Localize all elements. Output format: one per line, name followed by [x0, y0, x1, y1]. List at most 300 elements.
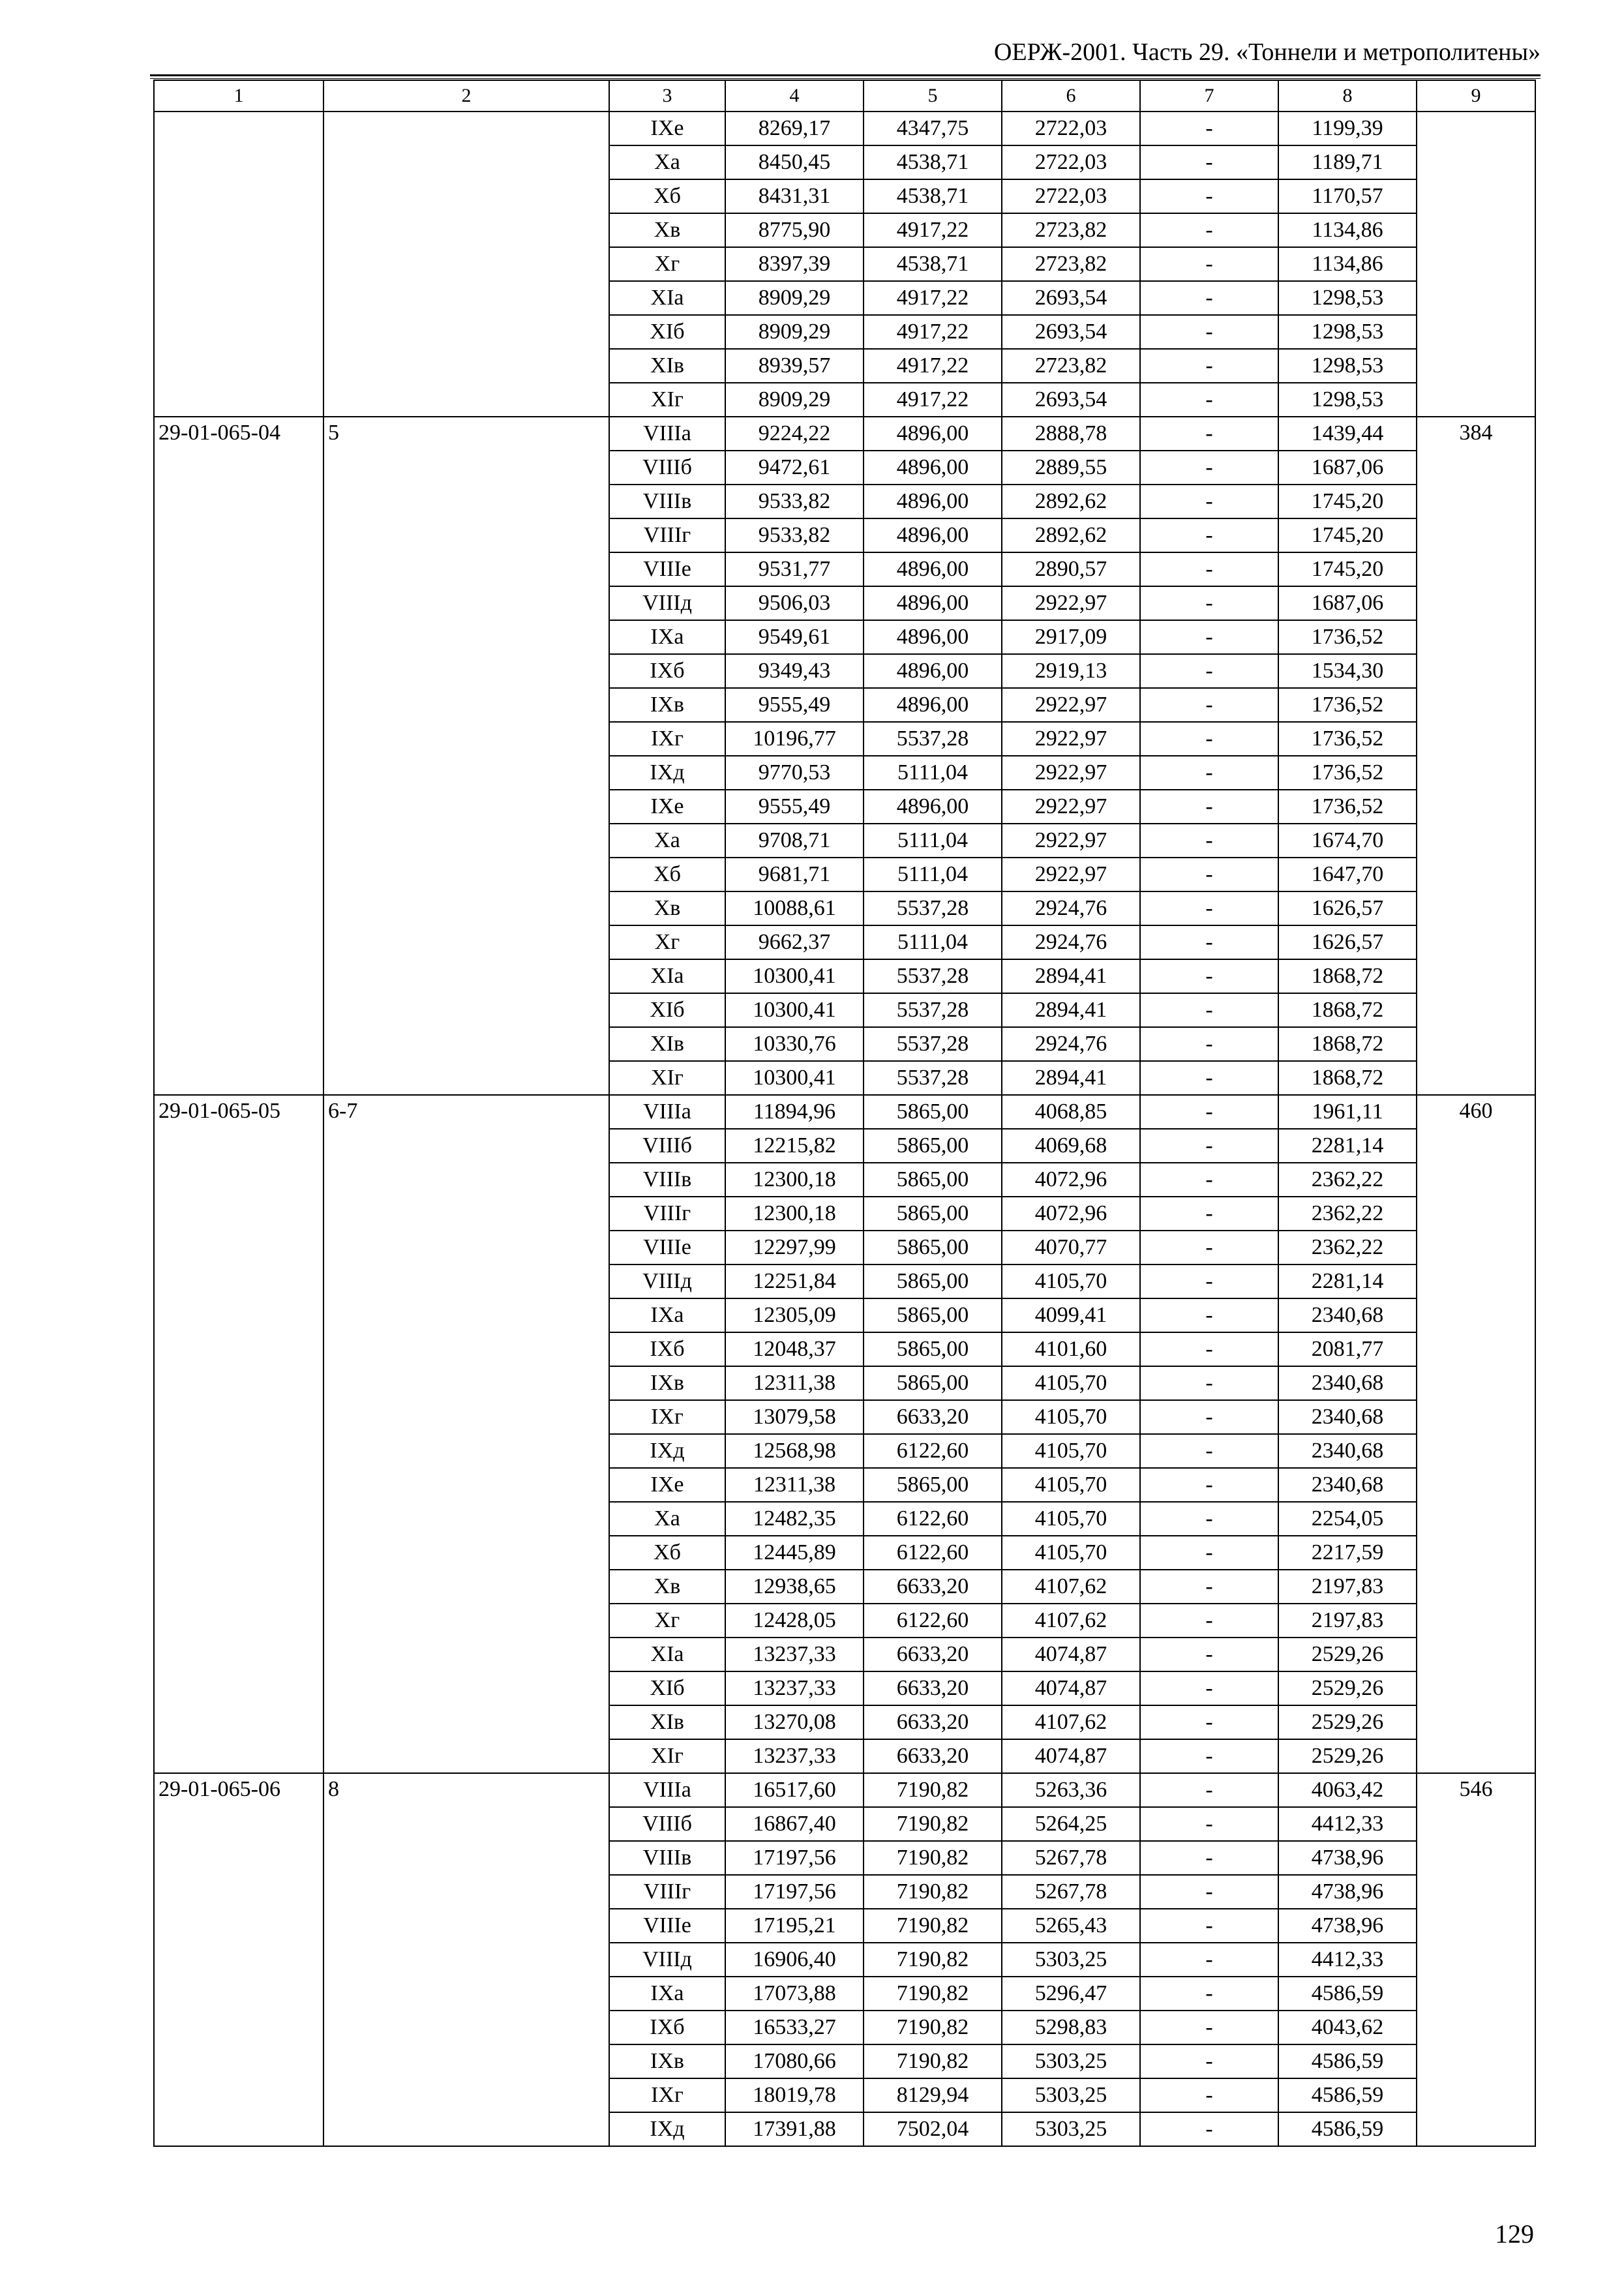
- row-class-cell: VIIIд: [609, 1264, 725, 1298]
- labor-cost-cell: 4347,75: [864, 112, 1002, 145]
- labor-cost-cell: 5865,00: [864, 1095, 1002, 1129]
- material-cost-cell: 1298,53: [1278, 315, 1417, 349]
- total-cost-cell: 8269,17: [725, 112, 864, 145]
- driver-wage-cell: -: [1140, 1841, 1278, 1875]
- labor-cost-cell: 4538,71: [864, 145, 1002, 179]
- machine-cost-cell: 5265,43: [1002, 1909, 1140, 1943]
- driver-wage-cell: -: [1140, 518, 1278, 552]
- row-class-cell: VIIIд: [609, 1943, 725, 1977]
- driver-wage-cell: -: [1140, 654, 1278, 688]
- material-cost-cell: 2217,59: [1278, 1536, 1417, 1570]
- labor-cost-cell: 4896,00: [864, 518, 1002, 552]
- total-cost-cell: 9533,82: [725, 485, 864, 518]
- machine-cost-cell: 4105,70: [1002, 1536, 1140, 1570]
- column-9-cell: 460: [1417, 1095, 1535, 1773]
- labor-cost-cell: 7190,82: [864, 2011, 1002, 2044]
- total-cost-cell: 10300,41: [725, 993, 864, 1027]
- column-number: 6: [1002, 80, 1140, 112]
- machine-cost-cell: 4101,60: [1002, 1332, 1140, 1366]
- row-class-cell: IXд: [609, 2112, 725, 2146]
- material-cost-cell: 2340,68: [1278, 1298, 1417, 1332]
- labor-cost-cell: 7190,82: [864, 2044, 1002, 2078]
- total-cost-cell: 17073,88: [725, 1977, 864, 2011]
- row-class-cell: Xб: [609, 179, 725, 213]
- row-class-cell: IXг: [609, 1400, 725, 1434]
- row-class-cell: XIв: [609, 349, 725, 383]
- driver-wage-cell: -: [1140, 1773, 1278, 1807]
- driver-wage-cell: -: [1140, 1366, 1278, 1400]
- total-cost-cell: 9555,49: [725, 790, 864, 824]
- row-class-cell: IXе: [609, 112, 725, 145]
- material-cost-cell: 1745,20: [1278, 552, 1417, 586]
- machine-cost-cell: 2693,54: [1002, 383, 1140, 417]
- material-cost-cell: 1170,57: [1278, 179, 1417, 213]
- machine-cost-cell: 5298,83: [1002, 2011, 1140, 2044]
- driver-wage-cell: -: [1140, 383, 1278, 417]
- driver-wage-cell: -: [1140, 1298, 1278, 1332]
- total-cost-cell: 9533,82: [725, 518, 864, 552]
- row-class-cell: XIг: [609, 383, 725, 417]
- row-class-cell: Xв: [609, 1570, 725, 1604]
- machine-cost-cell: 2693,54: [1002, 315, 1140, 349]
- driver-wage-cell: -: [1140, 959, 1278, 993]
- material-cost-cell: 1626,57: [1278, 925, 1417, 959]
- labor-cost-cell: 4917,22: [864, 213, 1002, 247]
- labor-cost-cell: 6633,20: [864, 1705, 1002, 1739]
- machine-cost-cell: 2894,41: [1002, 959, 1140, 993]
- driver-wage-cell: -: [1140, 281, 1278, 315]
- driver-wage-cell: -: [1140, 1570, 1278, 1604]
- driver-wage-cell: -: [1140, 993, 1278, 1027]
- machine-cost-cell: 4105,70: [1002, 1468, 1140, 1502]
- column-number: 8: [1278, 80, 1417, 112]
- labor-cost-cell: 5537,28: [864, 993, 1002, 1027]
- labor-cost-cell: 6633,20: [864, 1638, 1002, 1671]
- row-class-cell: VIIIв: [609, 485, 725, 518]
- machine-cost-cell: 4072,96: [1002, 1197, 1140, 1231]
- column-number: 9: [1417, 80, 1535, 112]
- driver-wage-cell: -: [1140, 1197, 1278, 1231]
- driver-wage-cell: -: [1140, 1332, 1278, 1366]
- material-cost-cell: 1745,20: [1278, 485, 1417, 518]
- material-cost-cell: 1134,86: [1278, 247, 1417, 281]
- material-cost-cell: 2340,68: [1278, 1400, 1417, 1434]
- driver-wage-cell: -: [1140, 1671, 1278, 1705]
- material-cost-cell: 1736,52: [1278, 790, 1417, 824]
- driver-wage-cell: -: [1140, 552, 1278, 586]
- column-number: 3: [609, 80, 725, 112]
- row-class-cell: VIIIе: [609, 1231, 725, 1264]
- driver-wage-cell: -: [1140, 179, 1278, 213]
- total-cost-cell: 9770,53: [725, 756, 864, 790]
- total-cost-cell: 9681,71: [725, 858, 864, 891]
- row-class-cell: IXе: [609, 790, 725, 824]
- driver-wage-cell: -: [1140, 1502, 1278, 1536]
- driver-wage-cell: -: [1140, 145, 1278, 179]
- total-cost-cell: 11894,96: [725, 1095, 864, 1129]
- driver-wage-cell: -: [1140, 451, 1278, 485]
- labor-cost-cell: 5865,00: [864, 1298, 1002, 1332]
- driver-wage-cell: -: [1140, 1536, 1278, 1570]
- driver-wage-cell: -: [1140, 2044, 1278, 2078]
- labor-cost-cell: 5865,00: [864, 1332, 1002, 1366]
- labor-cost-cell: 8129,94: [864, 2078, 1002, 2112]
- machine-cost-cell: 2922,97: [1002, 756, 1140, 790]
- labor-cost-cell: 7190,82: [864, 1875, 1002, 1909]
- labor-cost-cell: 5537,28: [864, 722, 1002, 756]
- machine-cost-cell: 4105,70: [1002, 1400, 1140, 1434]
- running-header: ОЕРЖ-2001. Часть 29. «Тоннели и метрополитены»: [993, 38, 1541, 66]
- machine-cost-cell: 2917,09: [1002, 620, 1140, 654]
- row-class-cell: VIIIа: [609, 417, 725, 451]
- labor-cost-cell: 7190,82: [864, 1807, 1002, 1841]
- row-class-cell: IXа: [609, 620, 725, 654]
- row-class-cell: IXб: [609, 1332, 725, 1366]
- labor-cost-cell: 6122,60: [864, 1604, 1002, 1638]
- material-cost-cell: 2529,26: [1278, 1739, 1417, 1773]
- driver-wage-cell: -: [1140, 1095, 1278, 1129]
- machine-cost-cell: 5296,47: [1002, 1977, 1140, 2011]
- driver-wage-cell: -: [1140, 925, 1278, 959]
- total-cost-cell: 13270,08: [725, 1705, 864, 1739]
- labor-cost-cell: 4896,00: [864, 485, 1002, 518]
- driver-wage-cell: -: [1140, 1875, 1278, 1909]
- driver-wage-cell: -: [1140, 1231, 1278, 1264]
- total-cost-cell: 16533,27: [725, 2011, 864, 2044]
- material-cost-cell: 1674,70: [1278, 824, 1417, 858]
- driver-wage-cell: -: [1140, 485, 1278, 518]
- total-cost-cell: 9549,61: [725, 620, 864, 654]
- total-cost-cell: 17391,88: [725, 2112, 864, 2146]
- labor-cost-cell: 5865,00: [864, 1231, 1002, 1264]
- machine-cost-cell: 2924,76: [1002, 891, 1140, 925]
- machine-cost-cell: 2888,78: [1002, 417, 1140, 451]
- total-cost-cell: 17080,66: [725, 2044, 864, 2078]
- total-cost-cell: 12297,99: [725, 1231, 864, 1264]
- machine-cost-cell: 2922,97: [1002, 824, 1140, 858]
- row-class-cell: Xг: [609, 247, 725, 281]
- row-class-cell: Xб: [609, 858, 725, 891]
- row-class-cell: IXд: [609, 1434, 725, 1468]
- material-cost-cell: 1868,72: [1278, 1061, 1417, 1095]
- total-cost-cell: 9349,43: [725, 654, 864, 688]
- driver-wage-cell: -: [1140, 1739, 1278, 1773]
- total-cost-cell: 12048,37: [725, 1332, 864, 1366]
- row-class-cell: VIIIд: [609, 586, 725, 620]
- total-cost-cell: 8909,29: [725, 315, 864, 349]
- total-cost-cell: 10196,77: [725, 722, 864, 756]
- machine-cost-cell: 5303,25: [1002, 2078, 1140, 2112]
- machine-cost-cell: 4105,70: [1002, 1434, 1140, 1468]
- material-cost-cell: 1736,52: [1278, 620, 1417, 654]
- total-cost-cell: 8450,45: [725, 145, 864, 179]
- material-cost-cell: 2281,14: [1278, 1264, 1417, 1298]
- total-cost-cell: 8431,31: [725, 179, 864, 213]
- driver-wage-cell: -: [1140, 1943, 1278, 1977]
- total-cost-cell: 9531,77: [725, 552, 864, 586]
- driver-wage-cell: -: [1140, 1264, 1278, 1298]
- total-cost-cell: 9472,61: [725, 451, 864, 485]
- column-number: 5: [864, 80, 1002, 112]
- rate-code-cell: [154, 112, 323, 417]
- row-class-cell: Xг: [609, 925, 725, 959]
- total-cost-cell: 8909,29: [725, 281, 864, 315]
- row-class-cell: XIа: [609, 959, 725, 993]
- row-class-cell: IXв: [609, 688, 725, 722]
- labor-cost-cell: 5865,00: [864, 1264, 1002, 1298]
- labor-cost-cell: 5111,04: [864, 824, 1002, 858]
- machine-cost-cell: 4107,62: [1002, 1705, 1140, 1739]
- row-class-cell: IXа: [609, 1977, 725, 2011]
- machine-cost-cell: 2892,62: [1002, 518, 1140, 552]
- total-cost-cell: 12305,09: [725, 1298, 864, 1332]
- driver-wage-cell: -: [1140, 1977, 1278, 2011]
- machine-cost-cell: 2922,97: [1002, 688, 1140, 722]
- labor-cost-cell: 7190,82: [864, 1909, 1002, 1943]
- labor-cost-cell: 4917,22: [864, 349, 1002, 383]
- labor-cost-cell: 5865,00: [864, 1366, 1002, 1400]
- total-cost-cell: 8939,57: [725, 349, 864, 383]
- column-number: 1: [154, 80, 323, 112]
- machine-cost-cell: 2894,41: [1002, 993, 1140, 1027]
- total-cost-cell: 13237,33: [725, 1638, 864, 1671]
- machine-cost-cell: 2892,62: [1002, 485, 1140, 518]
- material-cost-cell: 2281,14: [1278, 1129, 1417, 1163]
- labor-cost-cell: 4896,00: [864, 790, 1002, 824]
- labor-cost-cell: 7190,82: [864, 1977, 1002, 2011]
- row-class-cell: XIа: [609, 281, 725, 315]
- material-cost-cell: 2340,68: [1278, 1434, 1417, 1468]
- header-rule-thin: [150, 78, 1541, 79]
- machine-cost-cell: 4099,41: [1002, 1298, 1140, 1332]
- material-cost-cell: 1961,11: [1278, 1095, 1417, 1129]
- row-class-cell: IXд: [609, 756, 725, 790]
- row-class-cell: VIIIг: [609, 518, 725, 552]
- machine-cost-cell: 2924,76: [1002, 925, 1140, 959]
- row-class-cell: IXв: [609, 1366, 725, 1400]
- labor-cost-cell: 5537,28: [864, 891, 1002, 925]
- labor-cost-cell: 4896,00: [864, 620, 1002, 654]
- row-class-cell: XIв: [609, 1705, 725, 1739]
- machine-cost-cell: 4069,68: [1002, 1129, 1140, 1163]
- total-cost-cell: 9555,49: [725, 688, 864, 722]
- material-cost-cell: 2340,68: [1278, 1468, 1417, 1502]
- total-cost-cell: 12938,65: [725, 1570, 864, 1604]
- row-class-cell: XIв: [609, 1027, 725, 1061]
- total-cost-cell: 17197,56: [725, 1875, 864, 1909]
- total-cost-cell: 9662,37: [725, 925, 864, 959]
- labor-cost-cell: 5111,04: [864, 925, 1002, 959]
- labor-cost-cell: 7190,82: [864, 1943, 1002, 1977]
- total-cost-cell: 10088,61: [725, 891, 864, 925]
- row-class-cell: XIг: [609, 1061, 725, 1095]
- total-cost-cell: 9506,03: [725, 586, 864, 620]
- labor-cost-cell: 6122,60: [864, 1536, 1002, 1570]
- rate-code-cell: 29-01-065-06: [154, 1773, 323, 2146]
- material-cost-cell: 4586,59: [1278, 1977, 1417, 2011]
- driver-wage-cell: -: [1140, 586, 1278, 620]
- material-cost-cell: 2529,26: [1278, 1638, 1417, 1671]
- row-class-cell: Xа: [609, 1502, 725, 1536]
- row-class-cell: Xб: [609, 1536, 725, 1570]
- machine-cost-cell: 4107,62: [1002, 1604, 1140, 1638]
- machine-cost-cell: 4107,62: [1002, 1570, 1140, 1604]
- labor-cost-cell: 4917,22: [864, 315, 1002, 349]
- machine-cost-cell: 5303,25: [1002, 1943, 1140, 1977]
- labor-cost-cell: 6633,20: [864, 1400, 1002, 1434]
- material-cost-cell: 2362,22: [1278, 1231, 1417, 1264]
- labor-cost-cell: 6633,20: [864, 1671, 1002, 1705]
- header-rule-thick: [150, 74, 1541, 76]
- total-cost-cell: 13237,33: [725, 1739, 864, 1773]
- machine-cost-cell: 4074,87: [1002, 1739, 1140, 1773]
- page-number: 129: [1495, 2219, 1534, 2249]
- rate-note-cell: [323, 112, 609, 417]
- machine-cost-cell: 4068,85: [1002, 1095, 1140, 1129]
- table-row: [154, 112, 1535, 145]
- column-9-cell: 384: [1417, 417, 1535, 1095]
- labor-cost-cell: 6633,20: [864, 1570, 1002, 1604]
- driver-wage-cell: -: [1140, 1909, 1278, 1943]
- labor-cost-cell: 5865,00: [864, 1468, 1002, 1502]
- machine-cost-cell: 2722,03: [1002, 145, 1140, 179]
- material-cost-cell: 4586,59: [1278, 2078, 1417, 2112]
- table-row: [154, 417, 1535, 451]
- row-class-cell: VIIIб: [609, 451, 725, 485]
- driver-wage-cell: -: [1140, 688, 1278, 722]
- row-class-cell: XIб: [609, 993, 725, 1027]
- row-class-cell: VIIIв: [609, 1841, 725, 1875]
- column-number: 7: [1140, 80, 1278, 112]
- driver-wage-cell: -: [1140, 1638, 1278, 1671]
- total-cost-cell: 16867,40: [725, 1807, 864, 1841]
- total-cost-cell: 13237,33: [725, 1671, 864, 1705]
- machine-cost-cell: 2922,97: [1002, 722, 1140, 756]
- total-cost-cell: 8397,39: [725, 247, 864, 281]
- driver-wage-cell: -: [1140, 1061, 1278, 1095]
- row-class-cell: VIIIб: [609, 1807, 725, 1841]
- labor-cost-cell: 4896,00: [864, 654, 1002, 688]
- machine-cost-cell: 2894,41: [1002, 1061, 1140, 1095]
- total-cost-cell: 12215,82: [725, 1129, 864, 1163]
- material-cost-cell: 2362,22: [1278, 1197, 1417, 1231]
- material-cost-cell: 1189,71: [1278, 145, 1417, 179]
- total-cost-cell: 12482,35: [725, 1502, 864, 1536]
- row-class-cell: XIб: [609, 315, 725, 349]
- machine-cost-cell: 2922,97: [1002, 586, 1140, 620]
- material-cost-cell: 1736,52: [1278, 722, 1417, 756]
- column-9-cell: 546: [1417, 1773, 1535, 2146]
- driver-wage-cell: -: [1140, 722, 1278, 756]
- labor-cost-cell: 4538,71: [864, 179, 1002, 213]
- column-9-cell: [1417, 112, 1535, 417]
- machine-cost-cell: 4105,70: [1002, 1502, 1140, 1536]
- labor-cost-cell: 7502,04: [864, 2112, 1002, 2146]
- material-cost-cell: 2197,83: [1278, 1570, 1417, 1604]
- machine-cost-cell: 5264,25: [1002, 1807, 1140, 1841]
- machine-cost-cell: 2723,82: [1002, 349, 1140, 383]
- material-cost-cell: 1439,44: [1278, 417, 1417, 451]
- row-class-cell: XIб: [609, 1671, 725, 1705]
- column-number: 4: [725, 80, 864, 112]
- total-cost-cell: 10300,41: [725, 959, 864, 993]
- rate-code-cell: 29-01-065-05: [154, 1095, 323, 1773]
- total-cost-cell: 9224,22: [725, 417, 864, 451]
- material-cost-cell: 2362,22: [1278, 1163, 1417, 1197]
- labor-cost-cell: 6122,60: [864, 1502, 1002, 1536]
- driver-wage-cell: -: [1140, 1468, 1278, 1502]
- material-cost-cell: 1687,06: [1278, 451, 1417, 485]
- driver-wage-cell: -: [1140, 349, 1278, 383]
- driver-wage-cell: -: [1140, 858, 1278, 891]
- material-cost-cell: 2340,68: [1278, 1366, 1417, 1400]
- driver-wage-cell: -: [1140, 1163, 1278, 1197]
- row-class-cell: IXа: [609, 1298, 725, 1332]
- labor-cost-cell: 5537,28: [864, 959, 1002, 993]
- row-class-cell: Xа: [609, 824, 725, 858]
- driver-wage-cell: -: [1140, 315, 1278, 349]
- total-cost-cell: 8909,29: [725, 383, 864, 417]
- labor-cost-cell: 5865,00: [864, 1197, 1002, 1231]
- labor-cost-cell: 4896,00: [864, 417, 1002, 451]
- driver-wage-cell: -: [1140, 756, 1278, 790]
- machine-cost-cell: 4072,96: [1002, 1163, 1140, 1197]
- driver-wage-cell: -: [1140, 417, 1278, 451]
- material-cost-cell: 1199,39: [1278, 112, 1417, 145]
- material-cost-cell: 2081,77: [1278, 1332, 1417, 1366]
- machine-cost-cell: 4074,87: [1002, 1671, 1140, 1705]
- machine-cost-cell: 2889,55: [1002, 451, 1140, 485]
- machine-cost-cell: 4070,77: [1002, 1231, 1140, 1264]
- total-cost-cell: 12311,38: [725, 1468, 864, 1502]
- labor-cost-cell: 5537,28: [864, 1027, 1002, 1061]
- column-number: 2: [323, 80, 609, 112]
- row-class-cell: Xв: [609, 891, 725, 925]
- row-class-cell: VIIIа: [609, 1095, 725, 1129]
- driver-wage-cell: -: [1140, 2011, 1278, 2044]
- driver-wage-cell: -: [1140, 824, 1278, 858]
- row-class-cell: IXб: [609, 654, 725, 688]
- material-cost-cell: 1298,53: [1278, 281, 1417, 315]
- total-cost-cell: 12568,98: [725, 1434, 864, 1468]
- total-cost-cell: 16517,60: [725, 1773, 864, 1807]
- material-cost-cell: 1868,72: [1278, 993, 1417, 1027]
- labor-cost-cell: 5111,04: [864, 756, 1002, 790]
- total-cost-cell: 12251,84: [725, 1264, 864, 1298]
- labor-cost-cell: 4896,00: [864, 586, 1002, 620]
- machine-cost-cell: 5303,25: [1002, 2044, 1140, 2078]
- material-cost-cell: 1736,52: [1278, 688, 1417, 722]
- total-cost-cell: 16906,40: [725, 1943, 864, 1977]
- total-cost-cell: 17197,56: [725, 1841, 864, 1875]
- material-cost-cell: 4412,33: [1278, 1943, 1417, 1977]
- material-cost-cell: 1687,06: [1278, 586, 1417, 620]
- material-cost-cell: 1298,53: [1278, 349, 1417, 383]
- row-class-cell: VIIIб: [609, 1129, 725, 1163]
- material-cost-cell: 2529,26: [1278, 1705, 1417, 1739]
- rate-note-cell: 5: [323, 417, 609, 1095]
- rate-code-cell: 29-01-065-04: [154, 417, 323, 1095]
- driver-wage-cell: -: [1140, 1027, 1278, 1061]
- labor-cost-cell: 6633,20: [864, 1739, 1002, 1773]
- labor-cost-cell: 5111,04: [864, 858, 1002, 891]
- material-cost-cell: 1534,30: [1278, 654, 1417, 688]
- driver-wage-cell: -: [1140, 1434, 1278, 1468]
- machine-cost-cell: 2723,82: [1002, 247, 1140, 281]
- labor-cost-cell: 5537,28: [864, 1061, 1002, 1095]
- row-class-cell: Xа: [609, 145, 725, 179]
- driver-wage-cell: -: [1140, 112, 1278, 145]
